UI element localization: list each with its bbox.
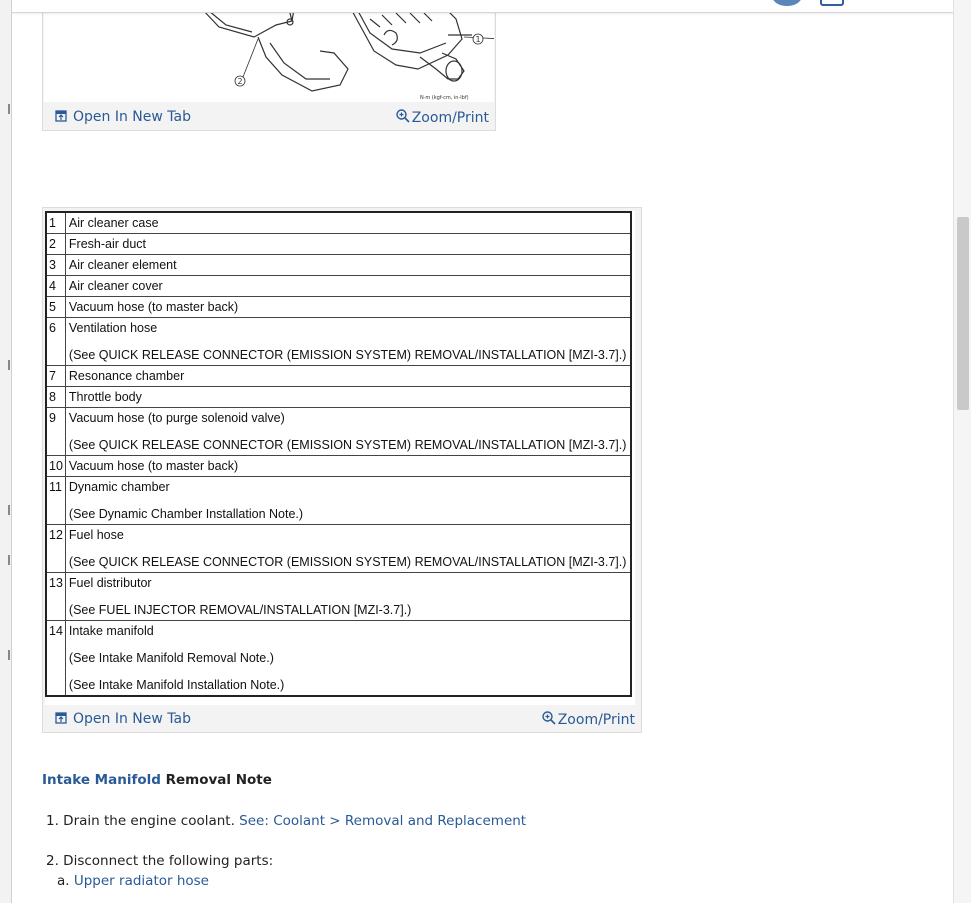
callout-2: 2	[237, 77, 243, 86]
part-reference-note: (See Dynamic Chamber Installation Note.)	[68, 507, 304, 521]
gutter-mark	[8, 104, 10, 114]
open-in-new-tab-label: Open In New Tab	[73, 109, 191, 125]
row-description	[65, 297, 631, 318]
table-row	[46, 297, 631, 318]
table-row	[46, 525, 631, 573]
row-description	[65, 276, 631, 297]
part-name: Air cleaner element	[68, 258, 177, 272]
section-heading	[42, 772, 272, 788]
part-reference-note: (See Intake Manifold Installation Note.)	[68, 678, 285, 692]
step-1	[46, 813, 526, 829]
zoom-in-icon	[396, 109, 410, 127]
part-reference-note: (See QUICK RELEASE CONNECTOR (EMISSION SYSTEM) REMOVAL/INSTALLATION [MZI-3.7].)	[68, 555, 627, 569]
part-name: Throttle body	[68, 390, 142, 404]
row-description	[65, 477, 631, 525]
upper-radiator-hose-link[interactable]: Upper radiator hose	[73, 873, 209, 889]
diagram-image	[44, 0, 494, 102]
left-gutter	[0, 0, 12, 903]
row-description	[65, 318, 631, 366]
table-row	[46, 456, 631, 477]
row-description	[65, 255, 631, 276]
step-2a-prefix: a.	[57, 873, 74, 889]
table-row	[46, 621, 631, 697]
row-description	[65, 234, 631, 255]
part-name: Fresh-air duct	[68, 237, 147, 251]
zoom-print-label: Zoom/Print	[557, 712, 635, 728]
row-description	[65, 456, 631, 477]
row-description	[65, 573, 631, 621]
part-name: Air cleaner case	[68, 216, 159, 230]
part-name: Air cleaner cover	[68, 279, 163, 293]
row-description	[65, 387, 631, 408]
avatar[interactable]	[772, 0, 802, 6]
part-reference-note: (See QUICK RELEASE CONNECTOR (EMISSION SYSTEM) REMOVAL/INSTALLATION [MZI-3.7].)	[68, 438, 627, 452]
gutter-mark	[8, 555, 10, 565]
open-in-new-tab-icon	[55, 110, 67, 126]
row-number: 10	[46, 456, 65, 477]
legend-figure	[42, 207, 642, 733]
part-reference-note: (See Intake Manifold Removal Note.)	[68, 651, 274, 665]
part-name: Vacuum hose (to purge solenoid valve)	[68, 411, 285, 425]
table-row	[46, 212, 631, 234]
open-in-new-tab-link[interactable]	[55, 711, 191, 728]
row-number: 7	[46, 366, 65, 387]
row-description	[65, 366, 631, 387]
part-name: Fuel distributor	[68, 576, 152, 590]
scrollbar-thumb[interactable]	[957, 217, 969, 410]
top-toolbar	[12, 0, 953, 13]
diagram-figure	[42, 0, 496, 131]
gutter-mark	[8, 360, 10, 370]
row-number: 3	[46, 255, 65, 276]
table-row	[46, 318, 631, 366]
figure-actions	[43, 104, 495, 130]
table-row	[46, 408, 631, 456]
row-number: 6	[46, 318, 65, 366]
vertical-scrollbar[interactable]	[953, 0, 971, 903]
row-description	[65, 212, 631, 234]
article-content	[12, 0, 953, 903]
open-in-new-tab-icon	[55, 712, 67, 728]
row-number: 14	[46, 621, 65, 697]
coolant-link[interactable]: See: Coolant > Removal and Replacement	[239, 813, 527, 829]
part-name: Dynamic chamber	[68, 480, 170, 494]
open-in-new-tab-label: Open In New Tab	[73, 711, 191, 727]
row-description	[65, 408, 631, 456]
gutter-mark	[8, 505, 10, 515]
zoom-in-icon	[542, 711, 556, 729]
part-name: Resonance chamber	[68, 369, 185, 383]
heading-text: Removal Note	[160, 772, 272, 788]
notification-icon[interactable]	[820, 0, 844, 6]
exploded-diagram-graphic	[44, 0, 494, 102]
table-row	[46, 276, 631, 297]
table-row	[46, 387, 631, 408]
row-description	[65, 621, 631, 697]
part-name: Intake manifold	[68, 624, 154, 638]
row-number: 13	[46, 573, 65, 621]
figure-actions	[43, 706, 641, 732]
step-2	[46, 853, 273, 869]
row-number: 5	[46, 297, 65, 318]
part-name: Vacuum hose (to master back)	[68, 300, 239, 314]
row-number: 9	[46, 408, 65, 456]
part-name: Ventilation hose	[68, 321, 158, 335]
zoom-print-link[interactable]	[396, 109, 489, 127]
row-number: 2	[46, 234, 65, 255]
zoom-print-link[interactable]	[542, 711, 635, 729]
legend-table	[45, 211, 632, 697]
zoom-print-label: Zoom/Print	[411, 110, 489, 126]
table-row	[46, 573, 631, 621]
part-reference-note: (See FUEL INJECTOR REMOVAL/INSTALLATION [MZI-3.7].)	[68, 603, 412, 617]
intake-manifold-link[interactable]: Intake Manifold	[42, 772, 161, 788]
part-name: Vacuum hose (to master back)	[68, 459, 239, 473]
row-number: 12	[46, 525, 65, 573]
open-in-new-tab-link[interactable]	[55, 109, 191, 126]
step-1-text: 1. Drain the engine coolant.	[46, 813, 240, 829]
torque-units-label: N·m (kgf-cm, in-lbf)	[420, 95, 469, 101]
table-row	[46, 255, 631, 276]
step-2-text: 2. Disconnect the following parts:	[46, 853, 274, 869]
row-number: 11	[46, 477, 65, 525]
part-reference-note: (See QUICK RELEASE CONNECTOR (EMISSION SYSTEM) REMOVAL/INSTALLATION [MZI-3.7].)	[68, 348, 627, 362]
step-2a	[57, 873, 209, 889]
table-row	[46, 477, 631, 525]
row-number: 1	[46, 212, 65, 234]
part-name: Fuel hose	[68, 528, 124, 542]
gutter-mark	[8, 650, 10, 660]
legend-image	[45, 211, 635, 705]
row-number: 8	[46, 387, 65, 408]
table-row	[46, 234, 631, 255]
callout-1: 1	[475, 35, 481, 44]
row-description	[65, 525, 631, 573]
table-row	[46, 366, 631, 387]
row-number: 4	[46, 276, 65, 297]
